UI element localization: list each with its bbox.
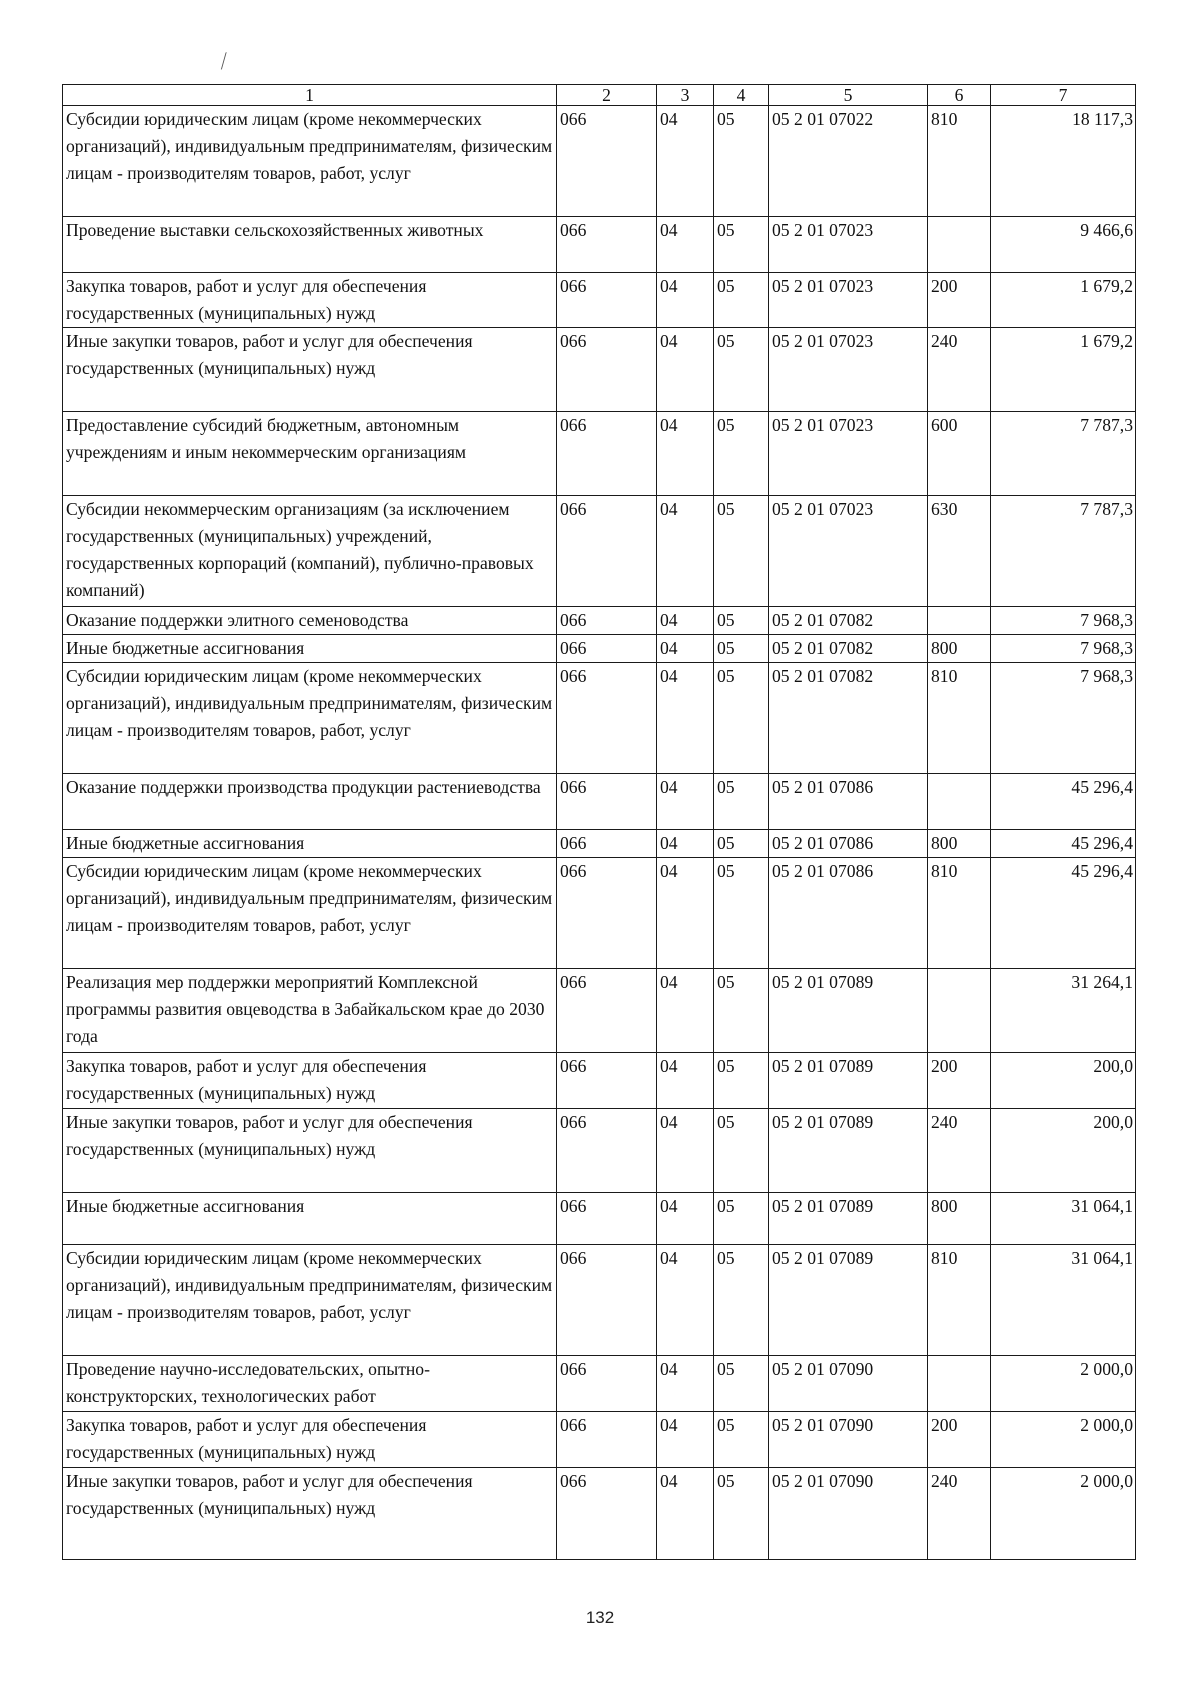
row-ministry: 066 — [557, 1193, 657, 1245]
row-type — [928, 607, 991, 635]
row-name: Реализация мер поддержки мероприятий Комплексной программы развития овцеводства в Забайкальском крае до 2030 года — [63, 969, 557, 1053]
row-name: Закупка товаров, работ и услуг для обеспечения государственных (муниципальных) нужд — [63, 273, 557, 328]
row-type — [928, 1356, 991, 1412]
row-ministry: 066 — [557, 663, 657, 774]
row-section: 04 — [657, 1245, 714, 1356]
row-amount: 7 968,3 — [991, 663, 1136, 774]
row-amount: 1 679,2 — [991, 328, 1136, 412]
row-section: 04 — [657, 273, 714, 328]
header-row — [63, 85, 1136, 106]
row-name: Проведение выставки сельскохозяйственных животных — [63, 217, 557, 273]
row-subsection: 05 — [714, 496, 769, 607]
row-amount: 7 787,3 — [991, 496, 1136, 607]
row-name: Оказание поддержки производства продукции растениеводства — [63, 774, 557, 830]
row-type: 810 — [928, 858, 991, 969]
row-target: 05 2 01 07089 — [769, 1245, 928, 1356]
row-subsection: 05 — [714, 774, 769, 830]
row-amount: 31 064,1 — [991, 1245, 1136, 1356]
row-subsection: 05 — [714, 830, 769, 858]
row-type: 810 — [928, 663, 991, 774]
table-row — [63, 1468, 1136, 1560]
row-ministry: 066 — [557, 1412, 657, 1468]
row-section: 04 — [657, 328, 714, 412]
row-type: 240 — [928, 1468, 991, 1560]
column-header-5: 5 — [769, 85, 928, 106]
row-subsection: 05 — [714, 1245, 769, 1356]
table-row — [63, 1356, 1136, 1412]
row-name: Иные бюджетные ассигнования — [63, 830, 557, 858]
row-name: Иные бюджетные ассигнования — [63, 635, 557, 663]
row-name: Иные закупки товаров, работ и услуг для обеспечения государственных (муниципальных) нужд — [63, 1468, 557, 1560]
row-type: 240 — [928, 1109, 991, 1193]
row-target: 05 2 01 07023 — [769, 217, 928, 273]
row-target: 05 2 01 07082 — [769, 607, 928, 635]
row-amount: 200,0 — [991, 1053, 1136, 1109]
row-subsection: 05 — [714, 1053, 769, 1109]
row-section: 04 — [657, 607, 714, 635]
row-subsection: 05 — [714, 858, 769, 969]
row-name: Субсидии юридическим лицам (кроме некоммерческих организаций), индивидуальным предпринимателям, физическим лицам - производителям товаров, работ, услуг — [63, 1245, 557, 1356]
row-section: 04 — [657, 1356, 714, 1412]
row-target: 05 2 01 07086 — [769, 774, 928, 830]
row-name: Оказание поддержки элитного семеноводства — [63, 607, 557, 635]
row-ministry: 066 — [557, 412, 657, 496]
scan-mark: ⁄ — [217, 48, 230, 73]
row-section: 04 — [657, 1412, 714, 1468]
row-type: 800 — [928, 635, 991, 663]
row-type: 200 — [928, 273, 991, 328]
row-type: 240 — [928, 328, 991, 412]
row-target: 05 2 01 07089 — [769, 1193, 928, 1245]
row-type: 800 — [928, 830, 991, 858]
row-subsection: 05 — [714, 663, 769, 774]
row-target: 05 2 01 07089 — [769, 1053, 928, 1109]
row-amount: 2 000,0 — [991, 1356, 1136, 1412]
row-target: 05 2 01 07023 — [769, 328, 928, 412]
row-amount: 2 000,0 — [991, 1468, 1136, 1560]
row-section: 04 — [657, 969, 714, 1053]
table-row — [63, 969, 1136, 1053]
column-header-4: 4 — [714, 85, 769, 106]
row-section: 04 — [657, 858, 714, 969]
row-subsection: 05 — [714, 273, 769, 328]
row-subsection: 05 — [714, 1109, 769, 1193]
row-type: 200 — [928, 1412, 991, 1468]
row-amount: 45 296,4 — [991, 774, 1136, 830]
row-ministry: 066 — [557, 969, 657, 1053]
row-ministry: 066 — [557, 1053, 657, 1109]
row-subsection: 05 — [714, 217, 769, 273]
row-ministry: 066 — [557, 1468, 657, 1560]
row-target: 05 2 01 07089 — [769, 969, 928, 1053]
row-type: 810 — [928, 106, 991, 217]
row-ministry: 066 — [557, 635, 657, 663]
row-name: Субсидии некоммерческим организациям (за исключением государственных (муниципальных) учреждений, государственных корпораций (компаний), публично-правовых компаний) — [63, 496, 557, 607]
row-ministry: 066 — [557, 496, 657, 607]
row-amount: 31 064,1 — [991, 1193, 1136, 1245]
row-name: Субсидии юридическим лицам (кроме некоммерческих организаций), индивидуальным предпринимателям, физическим лицам - производителям товаров, работ, услуг — [63, 106, 557, 217]
row-type: 630 — [928, 496, 991, 607]
row-section: 04 — [657, 774, 714, 830]
row-type — [928, 774, 991, 830]
row-amount: 1 679,2 — [991, 273, 1136, 328]
row-target: 05 2 01 07082 — [769, 663, 928, 774]
column-header-6: 6 — [928, 85, 991, 106]
row-amount: 9 466,6 — [991, 217, 1136, 273]
table-row — [63, 106, 1136, 217]
budget-table — [62, 84, 1136, 1560]
row-subsection: 05 — [714, 1193, 769, 1245]
row-amount: 18 117,3 — [991, 106, 1136, 217]
row-section: 04 — [657, 106, 714, 217]
row-target: 05 2 01 07090 — [769, 1412, 928, 1468]
row-target: 05 2 01 07090 — [769, 1356, 928, 1412]
page-number: 132 — [585, 1608, 615, 1627]
row-target: 05 2 01 07023 — [769, 273, 928, 328]
table-row — [63, 663, 1136, 774]
row-ministry: 066 — [557, 1245, 657, 1356]
table-row — [63, 412, 1136, 496]
row-section: 04 — [657, 1468, 714, 1560]
column-header-2: 2 — [557, 85, 657, 106]
row-amount: 7 968,3 — [991, 635, 1136, 663]
row-name: Предоставление субсидий бюджетным, автономным учреждениям и иным некоммерческим организациям — [63, 412, 557, 496]
row-target: 05 2 01 07090 — [769, 1468, 928, 1560]
row-section: 04 — [657, 830, 714, 858]
table-row — [63, 1412, 1136, 1468]
row-amount: 7 787,3 — [991, 412, 1136, 496]
row-type: 200 — [928, 1053, 991, 1109]
row-type — [928, 217, 991, 273]
row-section: 04 — [657, 1109, 714, 1193]
row-amount: 45 296,4 — [991, 858, 1136, 969]
row-subsection: 05 — [714, 1356, 769, 1412]
column-header-7: 7 — [991, 85, 1136, 106]
row-section: 04 — [657, 496, 714, 607]
row-type: 810 — [928, 1245, 991, 1356]
row-name: Иные закупки товаров, работ и услуг для обеспечения государственных (муниципальных) нужд — [63, 1109, 557, 1193]
row-target: 05 2 01 07089 — [769, 1109, 928, 1193]
table-row — [63, 1053, 1136, 1109]
row-ministry: 066 — [557, 106, 657, 217]
row-name: Иные закупки товаров, работ и услуг для обеспечения государственных (муниципальных) нужд — [63, 328, 557, 412]
row-subsection: 05 — [714, 1412, 769, 1468]
row-target: 05 2 01 07086 — [769, 858, 928, 969]
row-name: Субсидии юридическим лицам (кроме некоммерческих организаций), индивидуальным предпринимателям, физическим лицам - производителям товаров, работ, услуг — [63, 663, 557, 774]
row-amount: 7 968,3 — [991, 607, 1136, 635]
row-name: Иные бюджетные ассигнования — [63, 1193, 557, 1245]
row-type: 600 — [928, 412, 991, 496]
row-target: 05 2 01 07022 — [769, 106, 928, 217]
row-section: 04 — [657, 1053, 714, 1109]
row-name: Субсидии юридическим лицам (кроме некоммерческих организаций), индивидуальным предпринимателям, физическим лицам - производителям товаров, работ, услуг — [63, 858, 557, 969]
row-section: 04 — [657, 663, 714, 774]
row-target: 05 2 01 07023 — [769, 496, 928, 607]
column-header-1: 1 — [63, 85, 557, 106]
row-section: 04 — [657, 635, 714, 663]
row-amount: 200,0 — [991, 1109, 1136, 1193]
row-subsection: 05 — [714, 607, 769, 635]
row-type: 800 — [928, 1193, 991, 1245]
row-ministry: 066 — [557, 830, 657, 858]
row-section: 04 — [657, 1193, 714, 1245]
column-header-3: 3 — [657, 85, 714, 106]
row-target: 05 2 01 07082 — [769, 635, 928, 663]
table-row — [63, 217, 1136, 273]
row-ministry: 066 — [557, 774, 657, 830]
table-row — [63, 1109, 1136, 1193]
row-subsection: 05 — [714, 412, 769, 496]
row-name: Закупка товаров, работ и услуг для обеспечения государственных (муниципальных) нужд — [63, 1053, 557, 1109]
row-amount: 2 000,0 — [991, 1412, 1136, 1468]
row-section: 04 — [657, 217, 714, 273]
row-ministry: 066 — [557, 217, 657, 273]
table-row — [63, 273, 1136, 328]
row-ministry: 066 — [557, 1109, 657, 1193]
row-subsection: 05 — [714, 635, 769, 663]
row-target: 05 2 01 07023 — [769, 412, 928, 496]
row-ministry: 066 — [557, 858, 657, 969]
row-amount: 31 264,1 — [991, 969, 1136, 1053]
row-subsection: 05 — [714, 328, 769, 412]
table-row — [63, 774, 1136, 830]
row-amount: 45 296,4 — [991, 830, 1136, 858]
table-row — [63, 858, 1136, 969]
table-row — [63, 1245, 1136, 1356]
row-ministry: 066 — [557, 273, 657, 328]
table-row — [63, 1193, 1136, 1245]
row-name: Проведение научно-исследовательских, опытно-конструкторских, технологических работ — [63, 1356, 557, 1412]
row-ministry: 066 — [557, 1356, 657, 1412]
row-subsection: 05 — [714, 106, 769, 217]
table-row — [63, 496, 1136, 607]
table-row — [63, 328, 1136, 412]
table-row — [63, 830, 1136, 858]
row-section: 04 — [657, 412, 714, 496]
table-row — [63, 607, 1136, 635]
row-ministry: 066 — [557, 607, 657, 635]
row-name: Закупка товаров, работ и услуг для обеспечения государственных (муниципальных) нужд — [63, 1412, 557, 1468]
row-type — [928, 969, 991, 1053]
row-subsection: 05 — [714, 1468, 769, 1560]
row-subsection: 05 — [714, 969, 769, 1053]
row-ministry: 066 — [557, 328, 657, 412]
row-target: 05 2 01 07086 — [769, 830, 928, 858]
table-row — [63, 635, 1136, 663]
